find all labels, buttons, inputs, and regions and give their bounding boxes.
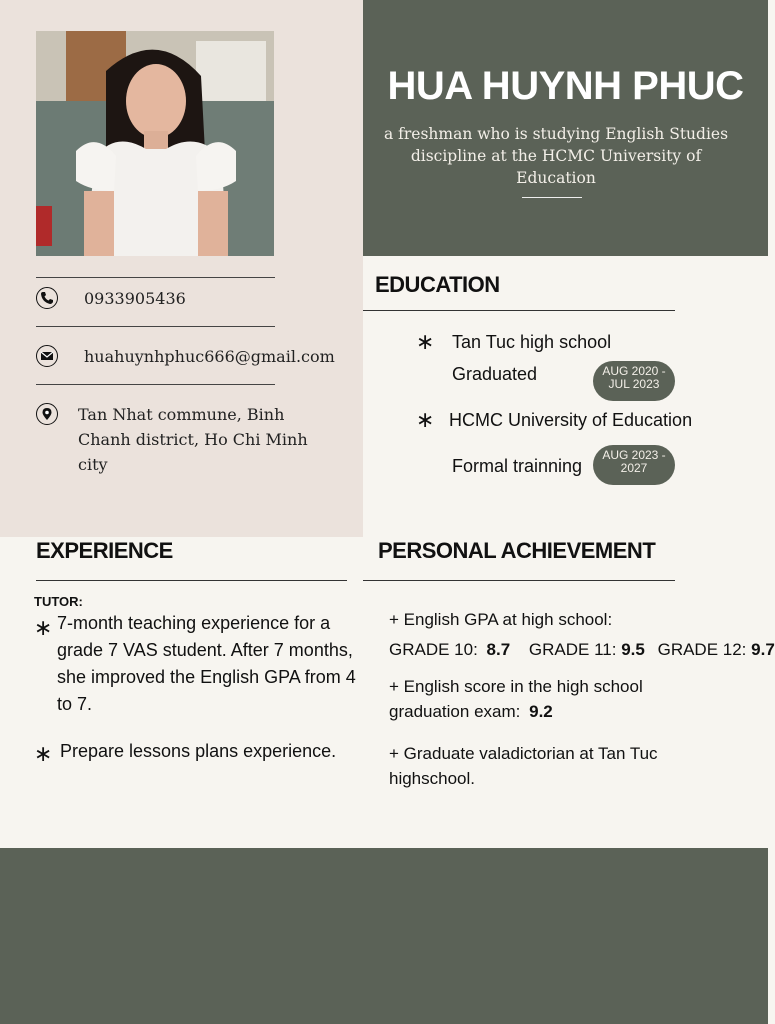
phone-number[interactable]: 0933905436 bbox=[84, 289, 186, 308]
address: Tan Nhat commune, Binh Chanh district, Ho Chi Minh city bbox=[78, 405, 308, 474]
grade-label: GRADE 11: bbox=[528, 640, 617, 659]
achievement-title: PERSONAL ACHIEVEMENT bbox=[378, 538, 656, 563]
email-icon bbox=[36, 345, 58, 367]
experience-item: Prepare lessons plans experience. bbox=[60, 741, 337, 761]
education-school: HCMC University of Education bbox=[449, 410, 693, 430]
grade-value: 9.7 bbox=[751, 640, 775, 659]
grade-label: GRADE 10: bbox=[389, 640, 478, 659]
exam-text: + English score in the high school graduation exam: bbox=[389, 677, 643, 721]
email-address[interactable]: huahuynhphuc666@gmail.com bbox=[84, 347, 335, 366]
valedictorian-line: + Graduate valadictorian at Tan Tuc highschool. bbox=[389, 744, 658, 788]
grade-label: GRADE 12: bbox=[657, 640, 747, 659]
person-name: HUA HUYNH PHUC bbox=[387, 64, 744, 108]
experience-role: TUTOR: bbox=[34, 594, 83, 609]
experience-divider bbox=[36, 580, 347, 581]
achievement-divider bbox=[363, 580, 675, 581]
asterisk-bullet-icon: ∗ bbox=[416, 408, 435, 433]
date-badge: AUG 2020 - JUL 2023 bbox=[593, 361, 675, 401]
asterisk-bullet-icon: ∗ bbox=[416, 330, 435, 355]
date-badge: AUG 2023 - 2027 bbox=[593, 445, 675, 485]
asterisk-bullet-icon: ∗ bbox=[34, 742, 53, 767]
divider bbox=[36, 384, 275, 385]
education-status: Graduated bbox=[452, 364, 538, 384]
phone-icon bbox=[36, 287, 58, 309]
tagline: a freshman who is studying English Studies discipline at the HCMC University of Education bbox=[383, 125, 729, 187]
experience-title: EXPERIENCE bbox=[36, 538, 173, 563]
exam-score: 9.2 bbox=[529, 702, 553, 721]
grade-value: 9.5 bbox=[621, 640, 645, 659]
profile-photo bbox=[36, 31, 274, 256]
education-school: Tan Tuc high school bbox=[452, 332, 612, 352]
asterisk-bullet-icon: ∗ bbox=[34, 616, 53, 641]
tagline-divider bbox=[522, 197, 582, 198]
grade-value: 8.7 bbox=[486, 640, 511, 659]
grade-list bbox=[389, 640, 775, 660]
footer-band bbox=[0, 848, 768, 1024]
divider bbox=[36, 326, 275, 327]
education-title: EDUCATION bbox=[375, 272, 500, 297]
education-divider bbox=[363, 310, 675, 311]
gpa-heading: + English GPA at high school: bbox=[389, 610, 613, 629]
education-status: Formal trainning bbox=[452, 456, 583, 476]
exam-score-line bbox=[389, 674, 689, 724]
experience-item: 7-month teaching experience for a grade 7 VAS student. After 7 months, she improved the English GPA from 4 to 7. bbox=[57, 613, 356, 714]
location-pin-icon bbox=[36, 403, 58, 425]
divider bbox=[36, 277, 275, 278]
